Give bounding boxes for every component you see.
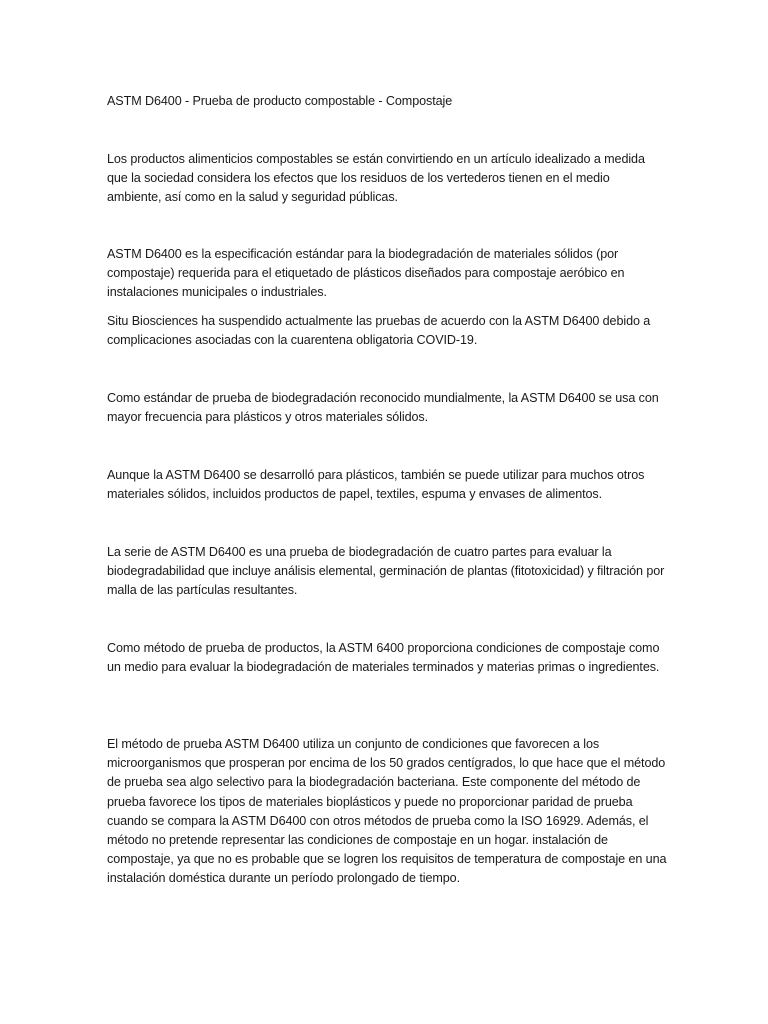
paragraph-3: Situ Biosciences ha suspendido actualmente las pruebas de acuerdo con la ASTM D6400 debido a complicaciones asociadas con la cuarentena obligatoria COVID-19. <box>107 314 651 348</box>
paragraph-4: Como estándar de prueba de biodegradación reconocido mundialmente, la ASTM D6400 se usa con mayor frecuencia para plásticos y otros materiales sólidos. <box>107 391 659 425</box>
paragraph-8: El método de prueba ASTM D6400 utiliza un conjunto de condiciones que favorecen a los microorganismos que prosperan por encima de los 50 grados centígrados, lo que hace que el método de prueba sea algo selectivo para la biodegradación bacteriana. Este componente del método de prueba favorece los tipos de materiales bioplásticos y puede no proporcionar paridad de prueba cuando se compara la ASTM D6400 con otros métodos de prueba como la ISO 16929. Además, el método no pretende representar las condiciones de compostaje en un hogar. instalación de compostaje, ya que no es probable que se logren los requisitos de temperatura de compostaje en una instalación doméstica durante un período prolongado de tiempo. <box>107 737 667 886</box>
paragraph-5: Aunque la ASTM D6400 se desarrolló para plásticos, también se puede utilizar para muchos otros materiales sólidos, incluidos productos de papel, textiles, espuma y envases de alimentos. <box>107 468 645 502</box>
paragraph-2: ASTM D6400 es la especificación estándar para la biodegradación de materiales sólidos (por compostaje) requerida para el etiquetado de plásticos diseñados para compostaje aeróbico en instalaciones municipales o industriales. <box>107 247 625 300</box>
paragraph-1: Los productos alimenticios compostables se están convirtiendo en un artículo idealizado a medida que la sociedad considera los efectos que los residuos de los vertederos tienen en el medio ambiente, así como en la salud y seguridad públicas. <box>107 152 645 205</box>
paragraph-6: La serie de ASTM D6400 es una prueba de biodegradación de cuatro partes para evaluar la biodegradabilidad que incluye análisis elemental, germinación de plantas (fitotoxicidad) y filtración por malla de las partículas resultantes. <box>107 545 665 598</box>
paragraph-7: Como método de prueba de productos, la ASTM 6400 proporciona condiciones de compostaje como un medio para evaluar la biodegradación de materiales terminados y materias primas o ingredientes. <box>107 641 660 675</box>
document-title: ASTM D6400 - Prueba de producto compostable - Compostaje <box>107 94 453 108</box>
